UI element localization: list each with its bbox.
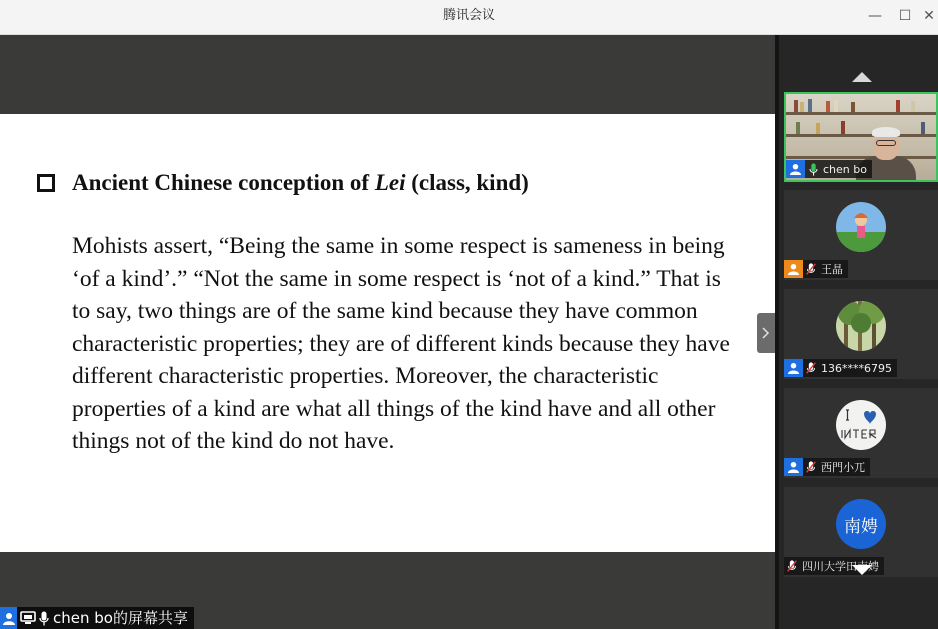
participant-tile-wang-jing[interactable]	[784, 190, 938, 280]
heading-italic: Lei	[374, 170, 406, 195]
participant-name: 四川大学田南娉	[802, 560, 879, 573]
participant-tile-nanping[interactable]	[784, 487, 938, 577]
avatar: 南娉	[836, 499, 886, 549]
window-title: 腾讯会议	[442, 8, 495, 23]
heading-suffix: (class, kind)	[405, 170, 529, 195]
screen-share-text: chen bo的屏幕共享	[53, 609, 188, 627]
collapse-panel-button[interactable]	[757, 313, 775, 353]
microphone-icon	[37, 611, 51, 626]
arrow-up-icon[interactable]	[852, 72, 872, 82]
avatar	[836, 202, 886, 252]
arrow-down-icon[interactable]	[852, 565, 872, 575]
participant-panel	[779, 35, 938, 629]
screen-share-label	[0, 607, 194, 629]
chevron-right-icon	[762, 327, 770, 339]
participant-tile-ximen[interactable]	[784, 388, 938, 478]
maximize-button[interactable]: ☐	[898, 8, 912, 24]
avatar	[836, 301, 886, 351]
user-icon	[784, 458, 803, 476]
user-icon	[784, 260, 803, 278]
presentation-slide	[0, 114, 775, 552]
muted-microphone-icon	[803, 458, 819, 476]
slide-body-text: Mohists assert, “Being the same in some respect is sameness in being ‘of a kind’.” “Not the same in some respect is ‘not of a kind.” That is to say, two things are of the same kind because they have common characteristic properties; they are of different kinds because they have different characteristic properties. Moreover, the characteristic properties of a kind are what all things of the kind have and all other things not of the kind do not have.	[72, 233, 730, 454]
user-icon	[784, 359, 803, 377]
participant-name: 136****6795	[821, 361, 892, 375]
shared-screen-stage	[0, 35, 775, 629]
title-bar	[0, 0, 938, 35]
heading-prefix: Ancient Chinese conception of	[72, 170, 375, 195]
participant-name: chen bo	[823, 162, 867, 176]
muted-microphone-icon	[803, 260, 819, 278]
participant-name: 西門小兀	[821, 461, 865, 474]
muted-microphone-icon	[784, 557, 800, 575]
checkbox-bullet-icon	[37, 174, 55, 192]
user-icon	[0, 607, 17, 629]
screen-share-icon	[19, 611, 37, 625]
close-button[interactable]: ✕	[923, 8, 935, 24]
minimize-button[interactable]: —	[868, 8, 882, 24]
avatar	[836, 400, 886, 450]
participant-name: 王晶	[821, 263, 843, 276]
user-icon	[786, 160, 805, 178]
muted-microphone-icon	[803, 359, 819, 377]
participant-tile-136-6795[interactable]	[784, 289, 938, 379]
participant-tile-chen-bo[interactable]	[784, 92, 938, 182]
microphone-icon	[805, 160, 821, 178]
